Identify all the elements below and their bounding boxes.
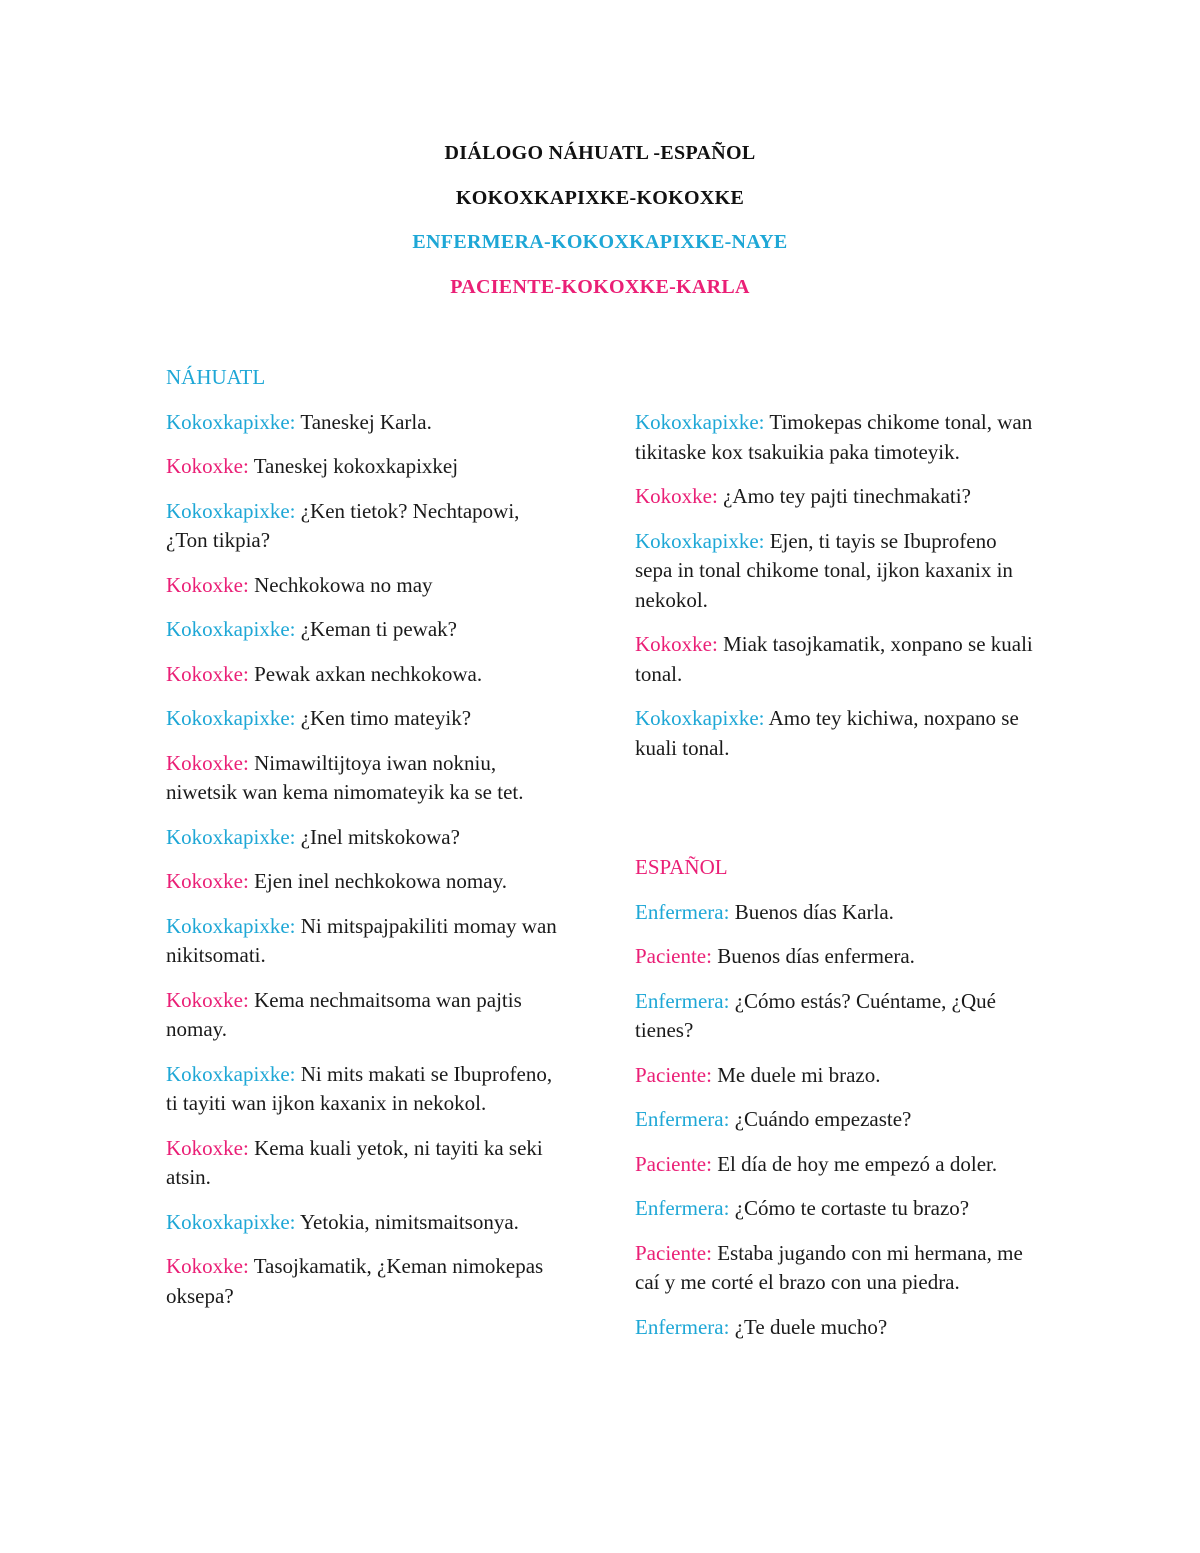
nurse-speaker-label: Kokoxkapixke: [166,913,296,938]
patient-speaker-label: Kokoxke: [635,632,718,656]
dialogue-text: ¿Cómo te cortaste tu brazo? [729,1196,970,1220]
nurse-speaker-label: Enfermera: [635,1314,730,1339]
dialogue-turn [635,630,1035,689]
dialogue-turn [166,408,566,438]
dialogue-turn [635,942,1035,972]
patient-speaker-label: Kokoxke: [166,1135,249,1160]
dialogue-text: ¿Cómo estás? Cuéntame, ¿Qué tienes? [635,988,996,1042]
patient-speaker-label: Kokoxke: [166,869,249,893]
patient-speaker-label: Kokoxke: [635,484,718,508]
espanol-column [635,853,1035,1357]
patient-speaker-label: Kokoxke: [166,454,249,478]
dialogue-text: Nechkokowa no may [248,572,433,597]
dialogue-turn [166,615,566,645]
nurse-speaker-label: Kokoxkapixke: [635,528,765,553]
patient-speaker-label: Paciente: [635,1151,712,1176]
dialogue-text: Tasojkamatik, ¿Keman nimokepas oksepa? [166,1254,544,1308]
dialogue-turn [635,898,1035,928]
dialogue-turn [166,1208,566,1238]
dialogue-turn [166,867,566,897]
dialogue-turn [166,497,566,556]
patient-speaker-label: Paciente: [635,1062,712,1087]
dialogue-turn [166,452,566,482]
dialogue-text: El día de hoy me empezó a doler. [711,1151,998,1176]
nahuatl-dialogue [166,408,566,1312]
dialogue-text: Ni mits makati se Ibuprofeno, ti tayiti wan ijkon kaxanix in nekokol. [166,1061,553,1115]
dialogue-text: Kema nechmaitsoma wan pajtis nomay. [166,987,522,1041]
dialogue-turn [635,482,1035,512]
dialogue-turn [166,660,566,690]
dialogue-text: ¿Keman ti pewak? [295,617,457,641]
dialogue-text: Yetokia, nimitsmaitsonya. [295,1209,519,1234]
dialogue-turn [635,1061,1035,1091]
dialogue-text: ¿Ken timo mateyik? [295,706,472,730]
nahuatl-heading: NÁHUATL [166,365,266,389]
dialogue-text: Taneskej Karla. [295,409,432,434]
nurse-speaker-label: Enfermera: [635,988,730,1013]
dialogue-text: ¿Amo tey pajti tinechmakati? [717,484,971,508]
dialogue-text: ¿Cuándo empezaste? [729,1107,912,1131]
document-subtitle: KOKOXKAPIXKE-KOKOXKE [455,186,745,209]
dialogue-text: ¿Te duele mucho? [729,1314,888,1339]
nahuatl-column-continued [635,408,1035,778]
dialogue-turn [166,571,566,601]
dialogue-turn [166,1134,566,1193]
nurse-speaker-label: Kokoxkapixke: [166,1061,296,1086]
dialogue-text: Estaba jugando con mi hermana, me caí y me corté el brazo con una piedra. [635,1240,1023,1294]
document-header [0,138,1200,316]
nurse-speaker-label: Enfermera: [635,899,730,924]
nurse-speaker-label: Kokoxkapixke: [166,1209,296,1234]
dialogue-text: Miak tasojkamatik, xonpano se kuali tonal. [635,632,1033,686]
dialogue-turn [635,704,1035,763]
nurse-speaker-label: Enfermera: [635,1196,730,1220]
dialogue-text: Ejen inel nechkokowa nomay. [248,869,507,893]
nahuatl-column [166,363,566,1326]
espanol-heading: ESPAÑOL [635,855,728,879]
dialogue-turn [166,1060,566,1119]
dialogue-turn [166,823,566,853]
espanol-dialogue [635,898,1035,1343]
dialogue-text: Ejen, ti tayis se Ibuprofeno sepa in tonal chikome tonal, ijkon kaxanix in nekokol. [635,528,1013,612]
dialogue-turn [635,1150,1035,1180]
nurse-speaker-label: Kokoxkapixke: [635,410,765,434]
dialogue-text: Buenos días Karla. [729,899,894,924]
patient-speaker-label: Kokoxke: [166,987,249,1012]
patient-speaker-label: Kokoxke: [166,572,249,597]
dialogue-turn [166,986,566,1045]
nurse-speaker-label: Kokoxkapixke: [166,824,296,849]
dialogue-turn [166,704,566,734]
dialogue-turn [635,987,1035,1046]
document-title: DIÁLOGO NÁHUATL -ESPAÑOL [444,142,756,164]
dialogue-turn [635,1194,1035,1224]
dialogue-text: Taneskej kokoxkapixkej [248,454,459,478]
nurse-speaker-label: Kokoxkapixke: [635,706,765,730]
patient-speaker-label: Kokoxke: [166,750,249,775]
nurse-speaker-label: Enfermera: [635,1107,730,1131]
dialogue-text: Buenos días enfermera. [711,944,915,968]
nurse-speaker-label: Kokoxkapixke: [166,706,296,730]
dialogue-text: ¿Ken tietok? Nechtapowi, ¿Ton tikpia? [166,498,520,552]
dialogue-turn [166,1252,566,1311]
dialogue-text: ¿Inel mitskokowa? [295,824,460,849]
patient-speaker-label: Kokoxke: [166,661,249,686]
dialogue-text: Kema kuali yetok, ni tayiti ka seki atsin. [166,1135,543,1189]
nurse-role-line: ENFERMERA-KOKOXKAPIXKE-NAYE [412,231,788,253]
dialogue-turn [635,1239,1035,1298]
nahuatl-dialogue-continued [635,408,1035,763]
dialogue-turn [635,408,1035,467]
patient-speaker-label: Paciente: [635,944,712,968]
patient-speaker-label: Paciente: [635,1240,712,1265]
nurse-speaker-label: Kokoxkapixke: [166,498,296,523]
dialogue-text: Ni mitspajpakiliti momay wan nikitsomati. [166,913,557,967]
dialogue-text: Nimawiltijtoya iwan nokniu, niwetsik wan kema nimomateyik ka se tet. [166,750,524,804]
dialogue-text: Me duele mi brazo. [711,1062,881,1087]
dialogue-turn [635,1105,1035,1135]
patient-speaker-label: Kokoxke: [166,1254,249,1278]
dialogue-text: Pewak axkan nechkokowa. [248,661,483,686]
dialogue-turn [166,749,566,808]
dialogue-turn [635,1313,1035,1343]
dialogue-text: Amo tey kichiwa, noxpano se kuali tonal. [635,706,1019,760]
dialogue-turn [635,527,1035,616]
nurse-speaker-label: Kokoxkapixke: [166,409,296,434]
patient-role-line: PACIENTE-KOKOXKE-KARLA [450,275,750,298]
dialogue-turn [166,912,566,971]
nurse-speaker-label: Kokoxkapixke: [166,617,296,641]
dialogue-text: Timokepas chikome tonal, wan tikitaske kox tsakuikia paka timoteyik. [635,410,1033,464]
